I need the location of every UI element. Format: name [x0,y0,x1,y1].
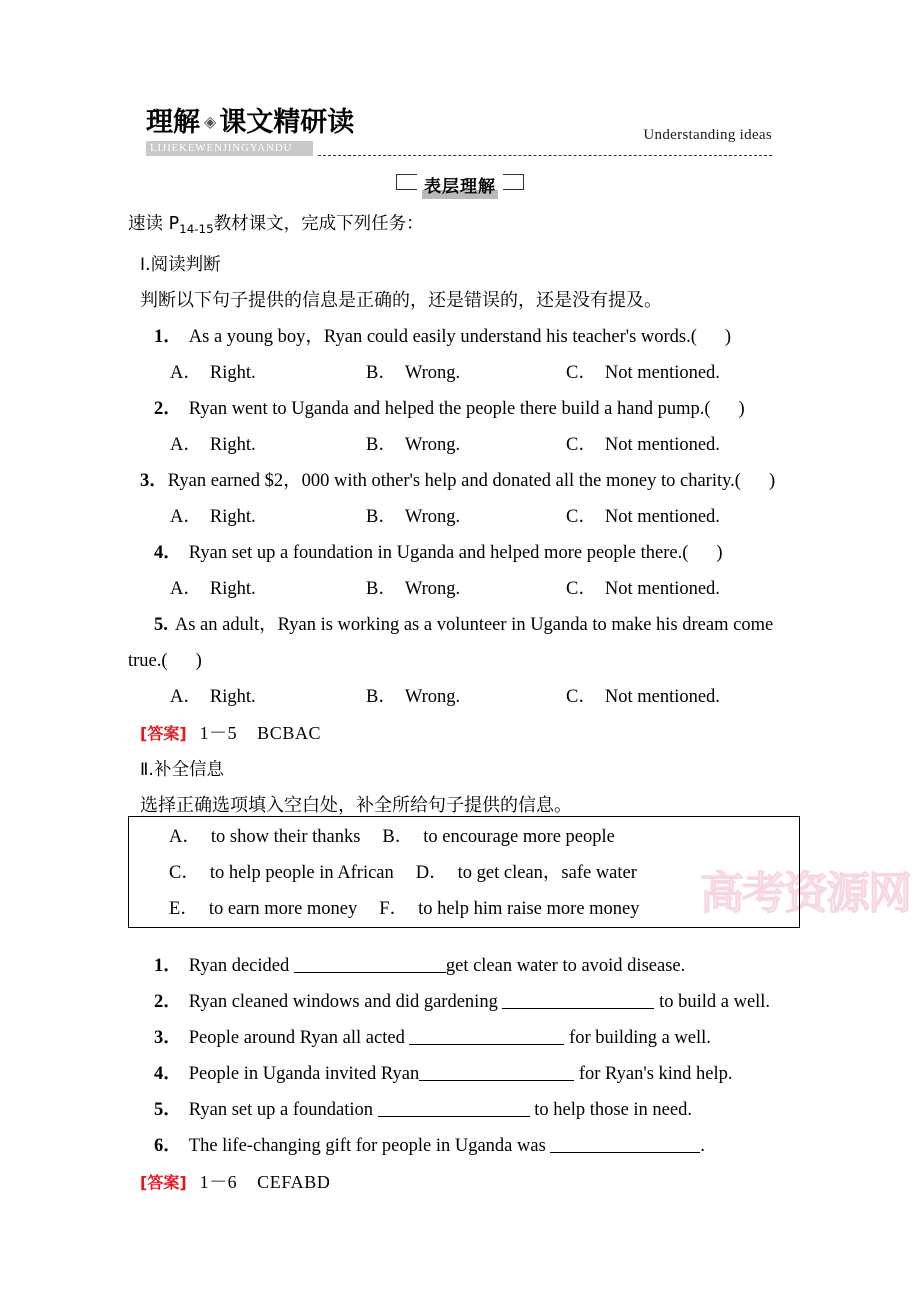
brand-title-group [146,108,354,138]
option-b-text: Wrong. [404,362,461,383]
choice-f-letter: F． [379,899,409,919]
fill-question-line [128,948,792,984]
question-text: As a young boy，Ryan could easily understand his teacher's words.( [188,326,697,347]
question-number: 6． [154,1135,182,1156]
question-text-before: Ryan set up a foundation [188,1099,373,1120]
options-row [128,571,792,607]
question-line [128,391,792,427]
question-text-after: to build a well. [659,991,771,1012]
header-right-group [643,126,772,144]
option-a-letter: A． [170,362,202,383]
option-b[interactable] [366,679,460,715]
part-2-directive: 选择正确选项填入空白处，补全所给句子提供的信息。 [140,794,572,816]
brand-title: 理解 [146,107,200,138]
option-b-letter: B． [366,362,397,383]
bracket-left-icon [396,174,417,190]
question-paren-close: ) [738,398,745,419]
header-dashed-rule [318,155,772,156]
option-c-text: Not mentioned. [604,434,720,455]
question-paren-close: ) [768,470,776,491]
answer-blank[interactable] [409,1027,564,1045]
option-c[interactable] [566,427,720,463]
option-c[interactable] [566,499,720,535]
option-a[interactable] [170,571,256,607]
question-number: 3． [140,470,168,491]
fill-question-line [128,984,792,1020]
question-number: 3． [154,1027,182,1048]
option-c[interactable] [566,355,720,391]
option-a[interactable] [170,355,256,391]
choice-d-letter: D． [415,863,448,883]
option-a-letter: A． [170,506,202,527]
choice-row [129,819,799,855]
option-b-letter: B． [366,686,397,707]
options-row [128,427,792,463]
question-wrap-line [128,643,792,679]
answer-line [128,715,792,752]
answer-tag: [答案] [140,723,187,743]
brand-pinyin: LIJIEKEWENJINGYANDU [150,142,293,154]
question-text: As an adult，Ryan is working as a volunteer in Uganda to make his dream come [174,614,774,635]
part-2-heading [128,752,792,788]
question-text-before: Ryan decided [188,955,290,976]
part-2-title: .补全信息 [148,759,224,780]
option-c-letter: C． [566,362,597,383]
fill-question-line [128,1128,792,1164]
choice-row [129,855,799,891]
answer-tag: [答案] [140,1172,187,1192]
question-text-before: People around Ryan all acted [188,1027,405,1048]
choice-row [129,891,799,927]
question-text: Ryan set up a foundation in Uganda and helped more people there.( [188,542,689,563]
answer-range: 1－6 [199,1171,238,1192]
question-number: 2． [154,398,182,419]
question-text-after: get clean water to avoid disease. [445,955,686,976]
option-b-text: Wrong. [404,686,461,707]
question-paren-close: ) [716,542,723,563]
watermark-text: 高考资源网 [700,868,910,919]
section-title: 表层理解 [424,177,496,197]
brand-pinyin-bar [146,141,313,156]
answer-blank[interactable] [294,955,446,973]
choice-a-text[interactable]: to show their thanks [210,827,361,847]
question-text: Ryan went to Uganda and helped the people there build a hand pump.( [188,398,711,419]
answer-line [128,1164,792,1201]
document-body [128,206,792,1201]
question-number: 1． [154,326,182,347]
answer-blank[interactable] [502,991,654,1009]
answer-blank[interactable] [419,1063,574,1081]
bracket-right-icon [503,174,524,190]
question-number: 4． [154,1063,182,1084]
answer-range: 1－5 [199,722,238,743]
part-1-directive: 判断以下句子提供的信息是正确的，还是错误的，还是没有提及。 [140,289,662,311]
option-c-letter: C． [566,578,597,599]
question-text-before: Ryan cleaned windows and did gardening [188,991,498,1012]
option-a[interactable] [170,427,256,463]
option-c[interactable] [566,571,720,607]
option-a-letter: A． [170,686,202,707]
choice-b-letter: B． [382,827,414,847]
choice-f-text[interactable]: to help him raise more money [418,899,640,919]
question-wrap-text: true.( [128,650,168,671]
question-number: 2． [154,991,182,1012]
part-2-numeral: Ⅱ [140,759,149,779]
choice-e-text[interactable]: to earn more money [208,899,358,919]
question-text-after: for building a well. [569,1027,711,1048]
option-b-text: Wrong. [404,506,461,527]
question-text-before: The life-changing gift for people in Uganda was [188,1135,546,1156]
option-b-letter: B． [366,578,397,599]
question-text-after: to help those in need. [534,1099,692,1120]
section-title-badge [394,172,526,197]
option-b-letter: B． [366,506,397,527]
fill-question-line [128,1020,792,1056]
question-paren-close: ) [724,326,732,347]
question-line [128,607,792,643]
instruction-page-range: 14-15 [179,221,214,236]
option-a-text: Right. [209,362,256,383]
choice-b-text[interactable]: to encourage more people [423,827,615,847]
question-text-before: People in Uganda invited Ryan [188,1063,420,1084]
option-a-text: Right. [209,686,256,707]
option-a-letter: A． [170,434,202,455]
instruction-suffix: 教材课文，完成下列任务： [213,214,424,234]
fill-question-line [128,1092,792,1128]
option-c-text: Not mentioned. [604,578,720,599]
option-b[interactable] [366,427,460,463]
option-a-text: Right. [209,578,256,599]
question-text-after: for Ryan's kind help. [578,1063,733,1084]
option-c-letter: C． [566,506,597,527]
question-line [128,463,792,499]
choice-c-letter: C． [169,863,200,883]
option-b[interactable] [366,571,460,607]
option-b[interactable] [366,355,460,391]
reading-instruction [128,206,792,247]
question-number: 5． [154,1099,182,1120]
choice-options-box [128,816,800,928]
unit-label: Understanding ideas [643,127,772,143]
page-header [0,108,920,164]
option-b-letter: B． [366,434,397,455]
fill-question-line [128,1056,792,1092]
options-row [128,355,792,391]
part-1-heading [128,247,792,283]
option-b-text: Wrong. [404,578,461,599]
choice-c-text[interactable]: to help people in African [209,863,394,883]
instruction-prefix: 速读 P [128,214,180,234]
option-a-text: Right. [209,506,256,527]
diamond-bullet-icon: ◈ [204,114,217,131]
options-row [128,679,792,715]
choice-e-letter: E． [169,899,199,919]
options-row [128,499,792,535]
question-paren-close: ) [195,650,202,671]
question-number: 1． [154,955,182,976]
part-1-title: .阅读判断 [145,254,221,275]
question-text-after: . [700,1135,706,1156]
question-number: 5. [154,614,168,635]
brand-subtitle: 课文精研读 [219,107,355,138]
part-1-numeral: Ⅰ [140,254,146,274]
question-number: 4． [154,542,182,563]
answer-keys: CEFABD [257,1171,331,1192]
choice-a-letter: A． [169,827,201,847]
question-line [128,319,792,355]
answer-keys: BCBAC [257,722,322,743]
answer-blank[interactable] [378,1099,530,1117]
option-c-text: Not mentioned. [604,686,720,707]
option-c-text: Not mentioned. [604,362,720,383]
option-a-text: Right. [209,434,256,455]
question-text: Ryan earned $2，000 with other's help and donated all the money to charity.( [167,470,741,491]
answer-blank[interactable] [550,1135,700,1153]
choice-d-text[interactable]: to get clean，safe water [457,863,637,883]
option-a[interactable] [170,679,256,715]
option-a-letter: A． [170,578,202,599]
option-c[interactable] [566,679,720,715]
option-c-text: Not mentioned. [604,506,720,527]
option-a[interactable] [170,499,256,535]
section-title-wrap [0,172,920,197]
option-b-text: Wrong. [404,434,461,455]
option-c-letter: C． [566,434,597,455]
option-b[interactable] [366,499,460,535]
question-line [128,535,792,571]
option-c-letter: C． [566,686,597,707]
